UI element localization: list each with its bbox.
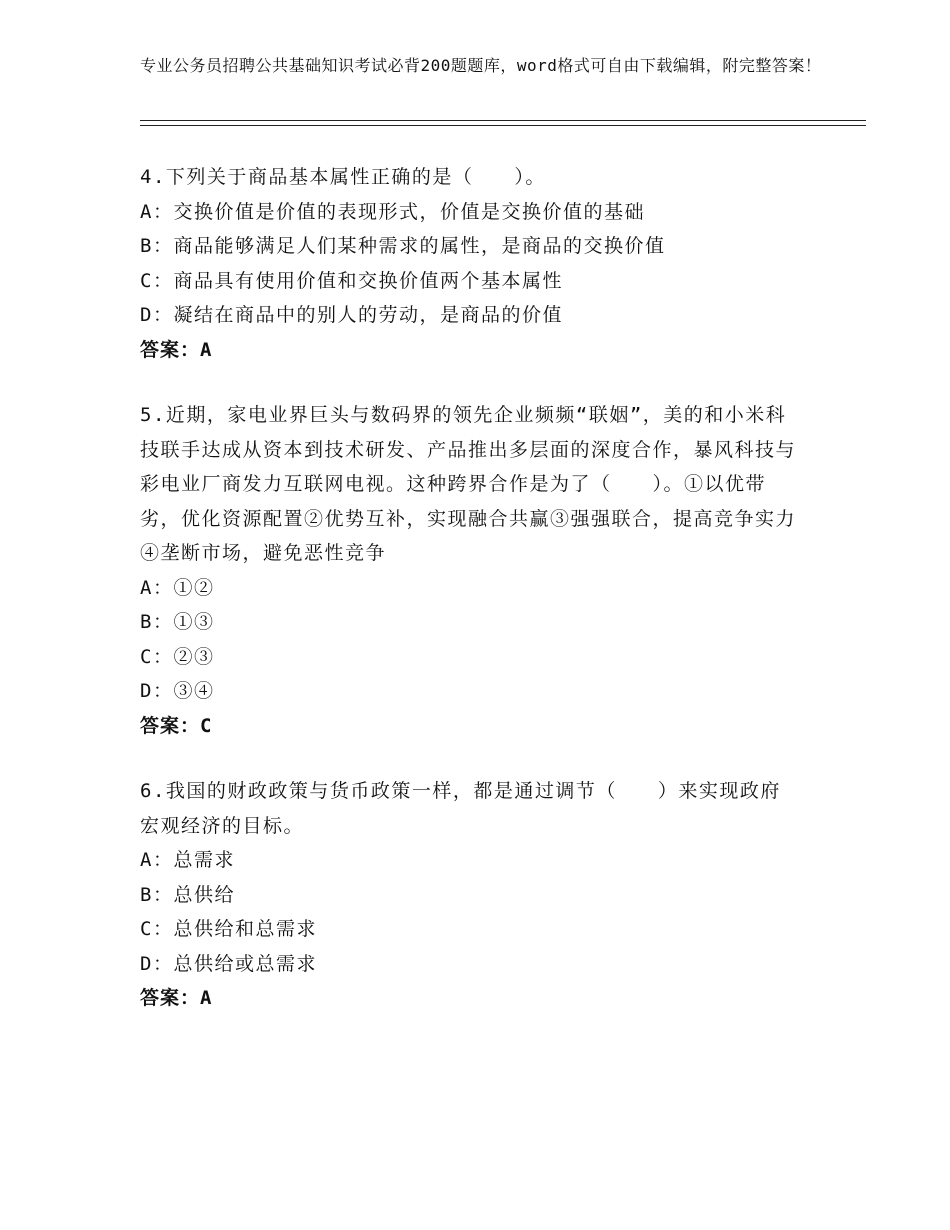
option-d: D：凝结在商品中的别人的劳动，是商品的价值 [140,304,563,326]
option-d: D：总供给或总需求 [140,952,317,975]
option-b: B：①③ [140,611,215,633]
option-b: B：商品能够满足人们某种需求的属性，是商品的交换价值 [140,235,666,257]
question-block [140,160,800,367]
option-b: B：总供给 [140,883,235,906]
question-block [140,774,800,1016]
question-stem: 5.近期，家电业界巨头与数码界的领先企业频频“联姻”，美的和小米科技联手达成从资本到技术研发、产品推出多层面的深度合作，暴风科技与彩电业厂商发力互联网电视。这种跨界合作是为了（ ）。①以优带劣，优化资源配置②优势互补，实现融合共赢③强强联合，提高竞争实力④垄断市场，避免恶性竞争 [140,404,797,564]
question-stem: 6.我国的财政政策与货币政策一样，都是通过调节（ ）来实现政府宏观经济的目标。 [140,780,781,837]
answer-label: 答案：A [140,987,213,1009]
option-c: C：商品具有使用价值和交换价值两个基本属性 [140,269,563,292]
question-block [140,398,800,743]
option-a: A：总需求 [140,849,235,871]
option-a: A：①② [140,576,215,599]
option-a: A：交换价值是价值的表现形式，价值是交换价值的基础 [140,200,645,223]
answer-label: 答案：C [140,714,213,737]
page-header: 专业公务员招聘公共基础知识考试必背200题题库，word格式可自由下载编辑，附完整答案！ [140,56,822,75]
option-c: C：总供给和总需求 [140,918,317,940]
option-c: C：②③ [140,645,215,668]
header-double-rule [140,120,866,126]
option-d: D：③④ [140,680,215,702]
question-stem: 4.下列关于商品基本属性正确的是（ ）。 [140,166,546,188]
answer-label: 答案：A [140,338,213,361]
